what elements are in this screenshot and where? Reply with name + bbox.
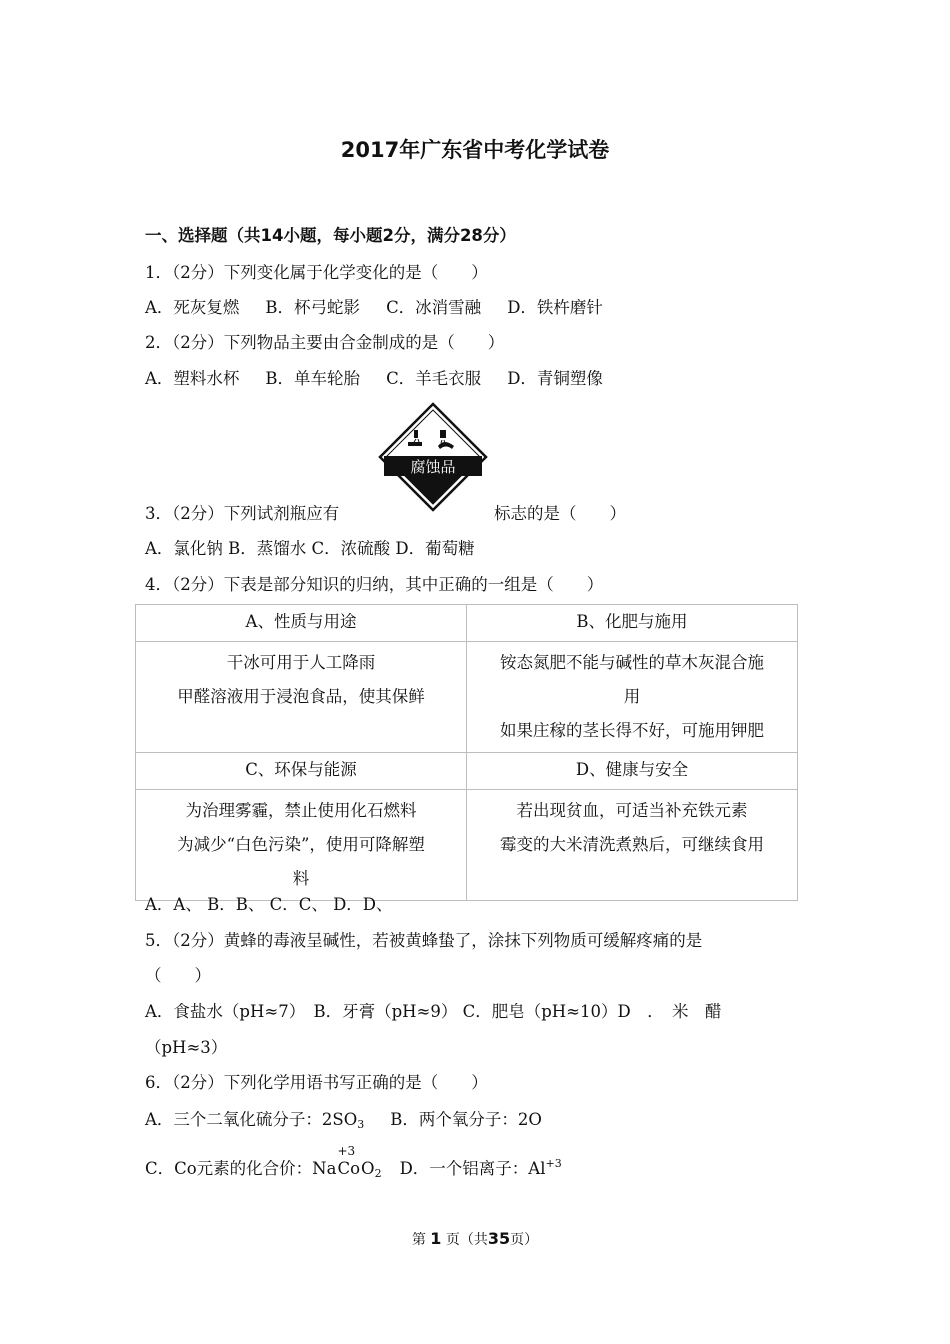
q6-option-a: A．三个二氧化硫分子：2SO	[145, 1110, 358, 1129]
valence-element: Co	[337, 1159, 361, 1178]
footer-suffix: 页）	[510, 1232, 539, 1248]
cell-line: 如果庄稼的茎长得不好，可施用钾肥	[500, 721, 764, 740]
q4-stem: 4．（2分）下表是部分知识的归纳，其中正确的一组是（ ）	[145, 575, 604, 594]
q6-option-b: B．两个氧分子：2O	[390, 1110, 542, 1129]
table-row	[136, 642, 798, 753]
table-row	[136, 790, 798, 901]
table-cell-d	[467, 790, 798, 901]
table-row	[136, 753, 798, 790]
footer-prefix: 第	[411, 1232, 426, 1248]
cell-line: 用	[623, 687, 641, 706]
footer-total-pages: 35	[487, 1229, 511, 1248]
q6-options-ab	[145, 1106, 542, 1131]
q3-options: A．氯化钠 B．蒸馏水 C．浓硫酸 D．葡萄糖	[145, 539, 475, 558]
q6-options-cd	[145, 1144, 562, 1180]
table-header-b: B、化肥与施用	[467, 605, 798, 642]
cell-line: 为减少“白色污染”，使用可降解塑	[177, 835, 425, 854]
cell-line: 铵态氮肥不能与碱性的草木灰混合施	[500, 653, 764, 672]
cell-line: 为治理雾霾，禁止使用化石燃料	[185, 801, 417, 820]
cell-line: 若出现贫血，可适当补充铁元素	[516, 801, 748, 820]
page-footer	[0, 1229, 950, 1249]
q6-option-c-oxygen: O	[361, 1159, 375, 1178]
footer-middle: 页（共	[445, 1232, 488, 1248]
q3-stem-before: 3．（2分）下列试剂瓶应有	[145, 504, 340, 523]
q2-option-a: A．塑料水杯	[145, 369, 240, 388]
q6-option-c: C．Co元素的化合价：Na	[145, 1159, 337, 1178]
section-heading: 一、选择题（共14小题，每小题2分，满分28分）	[145, 226, 516, 245]
q6-option-c-subscript: 2	[374, 1167, 382, 1180]
q1-option-d: D．铁杵磨针	[507, 298, 603, 317]
table-cell-b	[467, 642, 798, 753]
valence-notation	[337, 1144, 361, 1178]
q1-option-a: A．死灰复燃	[145, 298, 240, 317]
q3-stem-after: 标志的是（ ）	[494, 504, 626, 523]
q5-options-cont: （pH≈3）	[145, 1038, 228, 1057]
table-header-a: A、性质与用途	[136, 605, 467, 642]
q1-stem: 1．（2分）下列变化属于化学变化的是（ ）	[145, 263, 488, 282]
cell-line: 甲醛溶液用于浸泡食品，使其保鲜	[177, 687, 425, 706]
q1-options	[145, 294, 603, 318]
q6-option-a-subscript: 3	[357, 1118, 365, 1131]
q4-options: A．A、 B．B、 C．C、 D．D、	[145, 895, 393, 914]
q2-option-b: B．单车轮胎	[265, 369, 361, 388]
knowledge-table	[135, 604, 798, 901]
q6-option-d-superscript: +3	[545, 1157, 562, 1170]
cell-line: 干冰可用于人工降雨	[226, 653, 376, 672]
cell-line: 霉变的大米清洗煮熟后，可继续食用	[500, 835, 764, 854]
q5-options: A．食盐水（pH≈7） B．牙膏（pH≈9） C．肥皂（pH≈10）D ． 米 醋	[145, 1002, 722, 1021]
q1-option-c: C．冰消雪融	[386, 298, 482, 317]
table-row	[136, 605, 798, 642]
table-header-d: D、健康与安全	[467, 753, 798, 790]
q1-option-b: B．杯弓蛇影	[265, 298, 361, 317]
sign-label: 腐蚀品	[410, 458, 456, 476]
q5-stem: 5．（2分）黄蜂的毒液呈碱性，若被黄蜂蛰了，涂抹下列物质可缓解疼痛的是	[145, 931, 703, 950]
table-header-c: C、环保与能源	[136, 753, 467, 790]
table-cell-c	[136, 790, 467, 901]
q2-option-d: D．青铜塑像	[507, 369, 603, 388]
cell-line: 料	[292, 869, 310, 888]
page-title: 2017年广东省中考化学试卷	[340, 138, 610, 162]
q6-option-d: D．一个铝离子：Al	[399, 1159, 546, 1178]
valence-number: +3	[337, 1144, 356, 1158]
q6-stem: 6．（2分）下列化学用语书写正确的是（ ）	[145, 1073, 488, 1092]
q2-option-c: C．羊毛衣服	[386, 369, 482, 388]
footer-page-number: 1	[430, 1229, 442, 1248]
q2-stem: 2．（2分）下列物品主要由合金制成的是（ ）	[145, 333, 505, 352]
table-cell-a	[136, 642, 467, 753]
corrosive-hazard-sign	[378, 402, 488, 512]
q5-stem-cont: （ ）	[145, 966, 211, 985]
q2-options	[145, 365, 603, 389]
